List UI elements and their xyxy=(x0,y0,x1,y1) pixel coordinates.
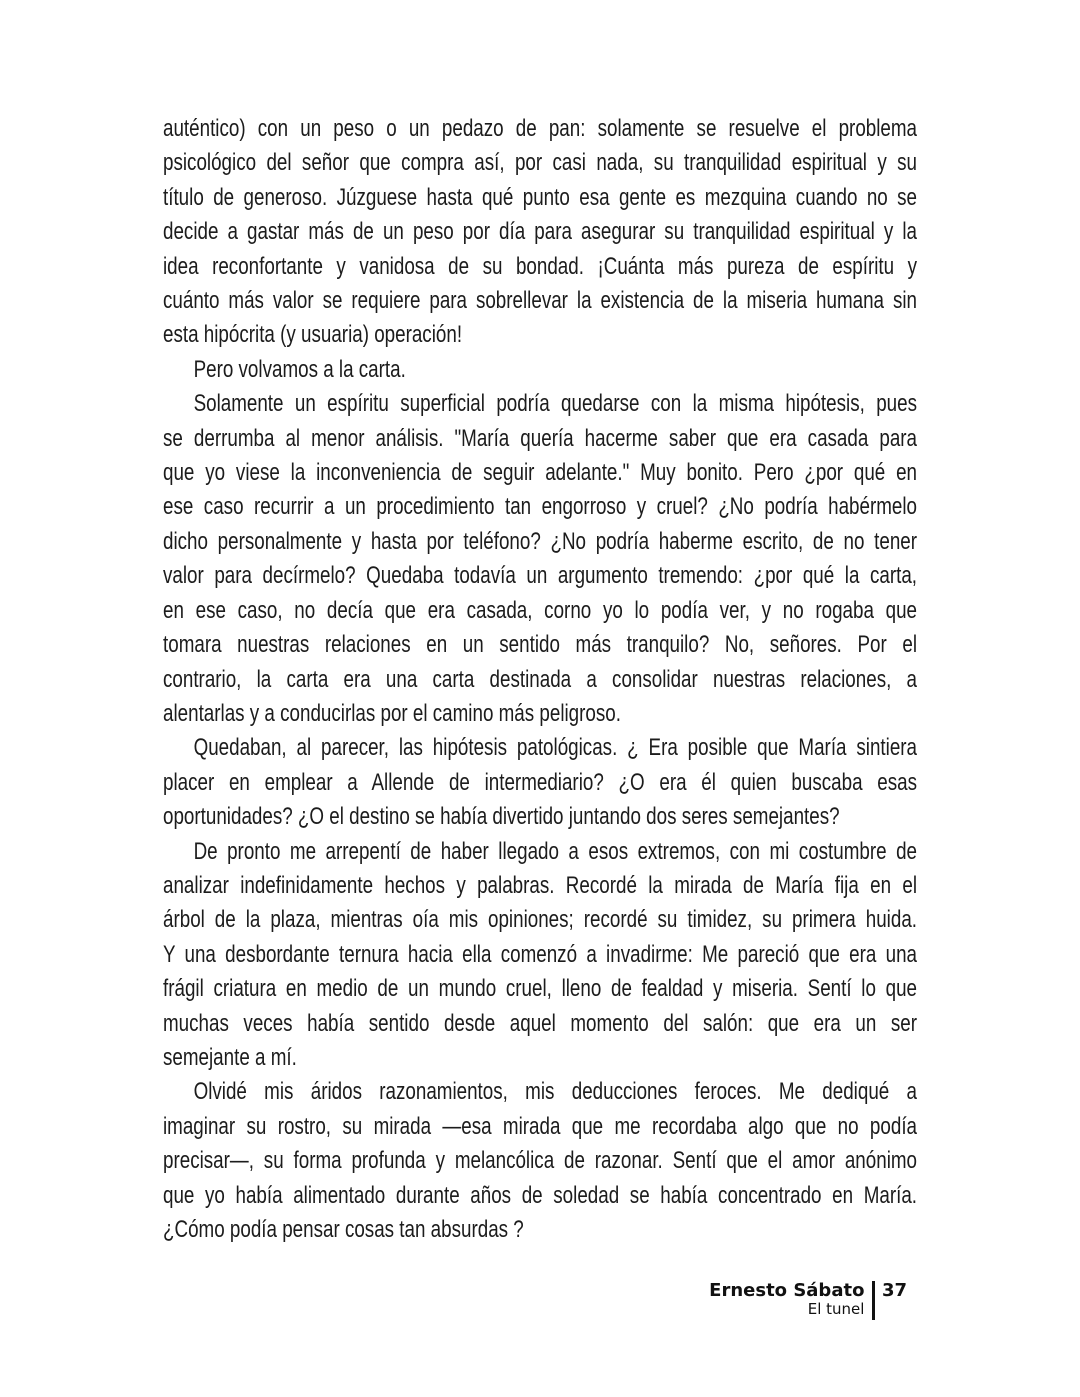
footer-divider xyxy=(872,1281,875,1320)
text-line: contrario, la carta era una carta destinada a consolidar nuestras relaciones, a xyxy=(163,665,918,693)
text-line: placer en emplear a Allende de intermediario? ¿O era él quien buscaba esas xyxy=(163,768,918,796)
text-line: que yo había alimentado durante años de soledad se había concentrado en María. xyxy=(163,1181,918,1209)
text-line: árbol de la plaza, mientras oía mis opiniones; recordé su timidez, su primera huida. xyxy=(163,906,918,934)
text-line: semejante a mí. xyxy=(163,1043,297,1071)
text-line: alentarlas y a conducirlas por el camino más peligroso. xyxy=(163,699,621,727)
footer-author: Ernesto Sábato xyxy=(709,1280,865,1301)
text-line: que yo viese la inconveniencia de seguir adelante." Muy bonito. Pero ¿por qué en xyxy=(163,459,918,487)
text-line: Olvidé mis áridos razonamientos, mis deducciones feroces. Me dediqué a xyxy=(193,1078,918,1106)
text-line: frágil criatura en medio de un mundo cruel, lleno de fealdad y miseria. Sentí lo que xyxy=(163,975,918,1003)
text-line: Y una desbordante ternura hacia ella comenzó a invadirme: Me pareció que era una xyxy=(163,940,918,968)
text-line: precisar—, su forma profunda y melancólica de razonar. Sentí que el amor anónimo xyxy=(163,1147,918,1175)
page-footer xyxy=(709,1281,907,1320)
text-line: muchas veces había sentido desde aquel momento del salón: que era un ser xyxy=(163,1009,918,1037)
text-line: en ese caso, no decía que era casada, corno yo lo podía ver, y no rogaba que xyxy=(163,596,918,624)
text-line: ¿Cómo podía pensar cosas tan absurdas ? xyxy=(163,1216,524,1243)
text-line: analizar indefinidamente hechos y palabras. Recordé la mirada de María fija en el xyxy=(163,871,918,899)
text-line: título de generoso. Júzguese hasta qué punto esa gente es mezquina cuando no se xyxy=(163,183,918,211)
text-line: se derrumba al menor análisis. "María quería hacerme saber que era casada para xyxy=(163,424,918,452)
text-line: cuánto más valor se requiere para sobrellevar la existencia de la miseria humana sin xyxy=(163,287,918,315)
footer-author-block xyxy=(709,1281,864,1318)
body-text xyxy=(163,112,917,1247)
text-line: Solamente un espíritu superficial podría quedarse con la misma hipótesis, pues xyxy=(193,390,918,418)
text-line: oportunidades? ¿O el destino se había divertido juntando dos seres semejantes? xyxy=(163,803,840,831)
text-line: psicológico del señor que compra así, por casi nada, su tranquilidad espiritual y su xyxy=(163,149,918,177)
text-line: dicho personalmente y hasta por teléfono? ¿No podría haberme escrito, de no tener xyxy=(163,527,918,555)
text-line: auténtico) con un peso o un pedazo de pan: solamente se resuelve el problema xyxy=(163,115,918,142)
page-number: 37 xyxy=(881,1280,907,1301)
text-line: De pronto me arrepentí de haber llegado a esos extremos, con mi costumbre de xyxy=(193,837,918,865)
text-line: imaginar su rostro, su mirada —esa mirada que me recordaba algo que no podía xyxy=(163,1112,918,1140)
text-line: ese caso recurrir a un procedimiento tan engorroso y cruel? ¿No podría habérmelo xyxy=(163,493,918,521)
text-line: Quedaban, al parecer, las hipótesis patológicas. ¿ Era posible que María sintiera xyxy=(193,734,918,762)
text-line: idea reconfortante y vanidosa de su bondad. ¡Cuánta más pureza de espíritu y xyxy=(163,252,918,280)
text-line: tomara nuestras relaciones en un sentido más tranquilo? No, señores. Por el xyxy=(163,631,918,659)
footer-book-title: El tunel xyxy=(807,1300,865,1318)
text-line: decide a gastar más de un peso por día para asegurar su tranquilidad espiritual y la xyxy=(163,218,918,246)
text-line: esta hipócrita (y usuaria) operación! xyxy=(163,321,463,349)
text-line: valor para decírmelo? Quedaba todavía un argumento tremendo: ¿por qué la carta, xyxy=(163,562,918,590)
text-line: Pero volvamos a la carta. xyxy=(193,355,406,383)
